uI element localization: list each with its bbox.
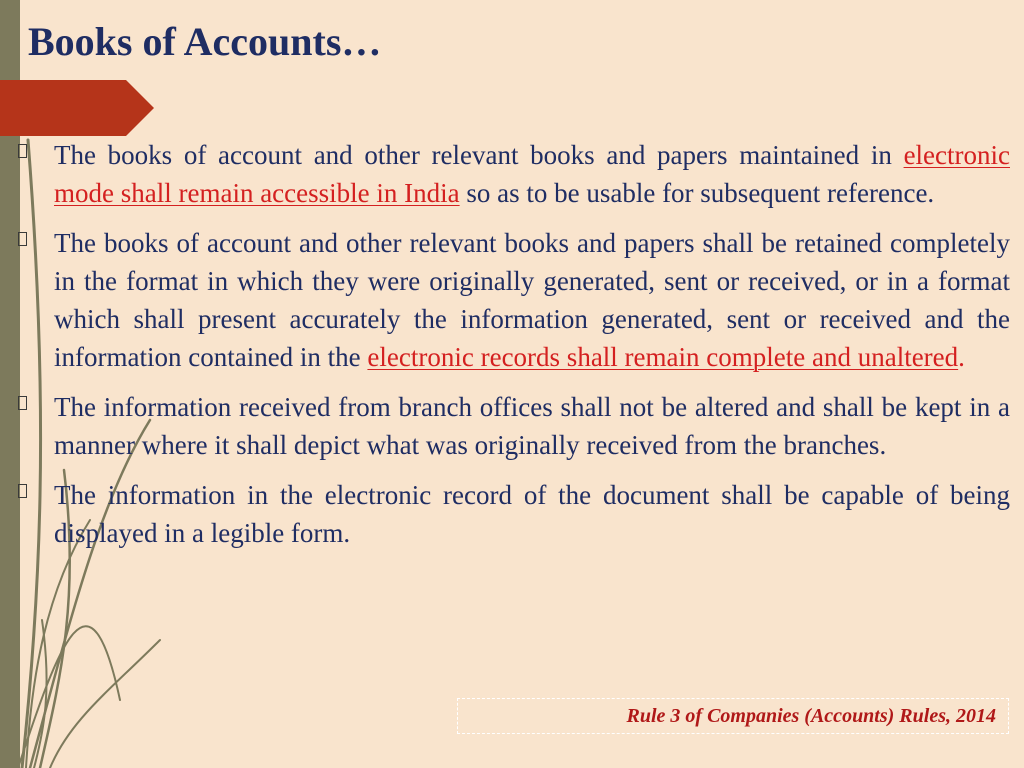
text-segment: The books of account and other relevant books and papers shall be retained completely in the format in which they were originally generated, sent or received, or in a format which shall present accurately the information generated, sent or received and the information contained in the: [54, 228, 1010, 372]
highlighted-phrase: electronic mode shall remain accessible in India: [54, 140, 1010, 208]
bullet-text: [54, 136, 1010, 212]
square-bullet-icon: [18, 144, 27, 158]
bullet-text: [54, 224, 1010, 376]
citation-text: Rule 3 of Companies (Accounts) Rules, 2014: [626, 705, 996, 727]
bullet-list: [14, 136, 1010, 564]
square-bullet-icon: [18, 232, 27, 246]
text-segment: so as to be usable for subsequent reference.: [459, 178, 935, 208]
text-segment: .: [958, 342, 965, 372]
bullet-item: [14, 388, 1010, 464]
text-segment: The books of account and other relevant books and papers maintained in: [54, 140, 904, 170]
highlighted-phrase: electronic records shall remain complete and unaltered: [367, 342, 959, 372]
arrow-ribbon-shape: [0, 80, 154, 136]
text-segment: The information in the electronic record of the document shall be capable of being displayed in a legible form.: [54, 480, 1010, 548]
page-title: Books of Accounts…: [28, 19, 382, 64]
square-bullet-icon: [18, 484, 27, 498]
bullet-item: [14, 476, 1010, 552]
text-segment: The information received from branch offices shall not be altered and shall be kept in a manner where it shall depict what was originally received from the branches.: [54, 392, 1010, 460]
bullet-text: [54, 476, 1010, 552]
bullet-text: [54, 388, 1010, 464]
bullet-item: [14, 136, 1010, 212]
bullet-item: [14, 224, 1010, 376]
citation-box: [457, 698, 1009, 734]
square-bullet-icon: [18, 396, 27, 410]
